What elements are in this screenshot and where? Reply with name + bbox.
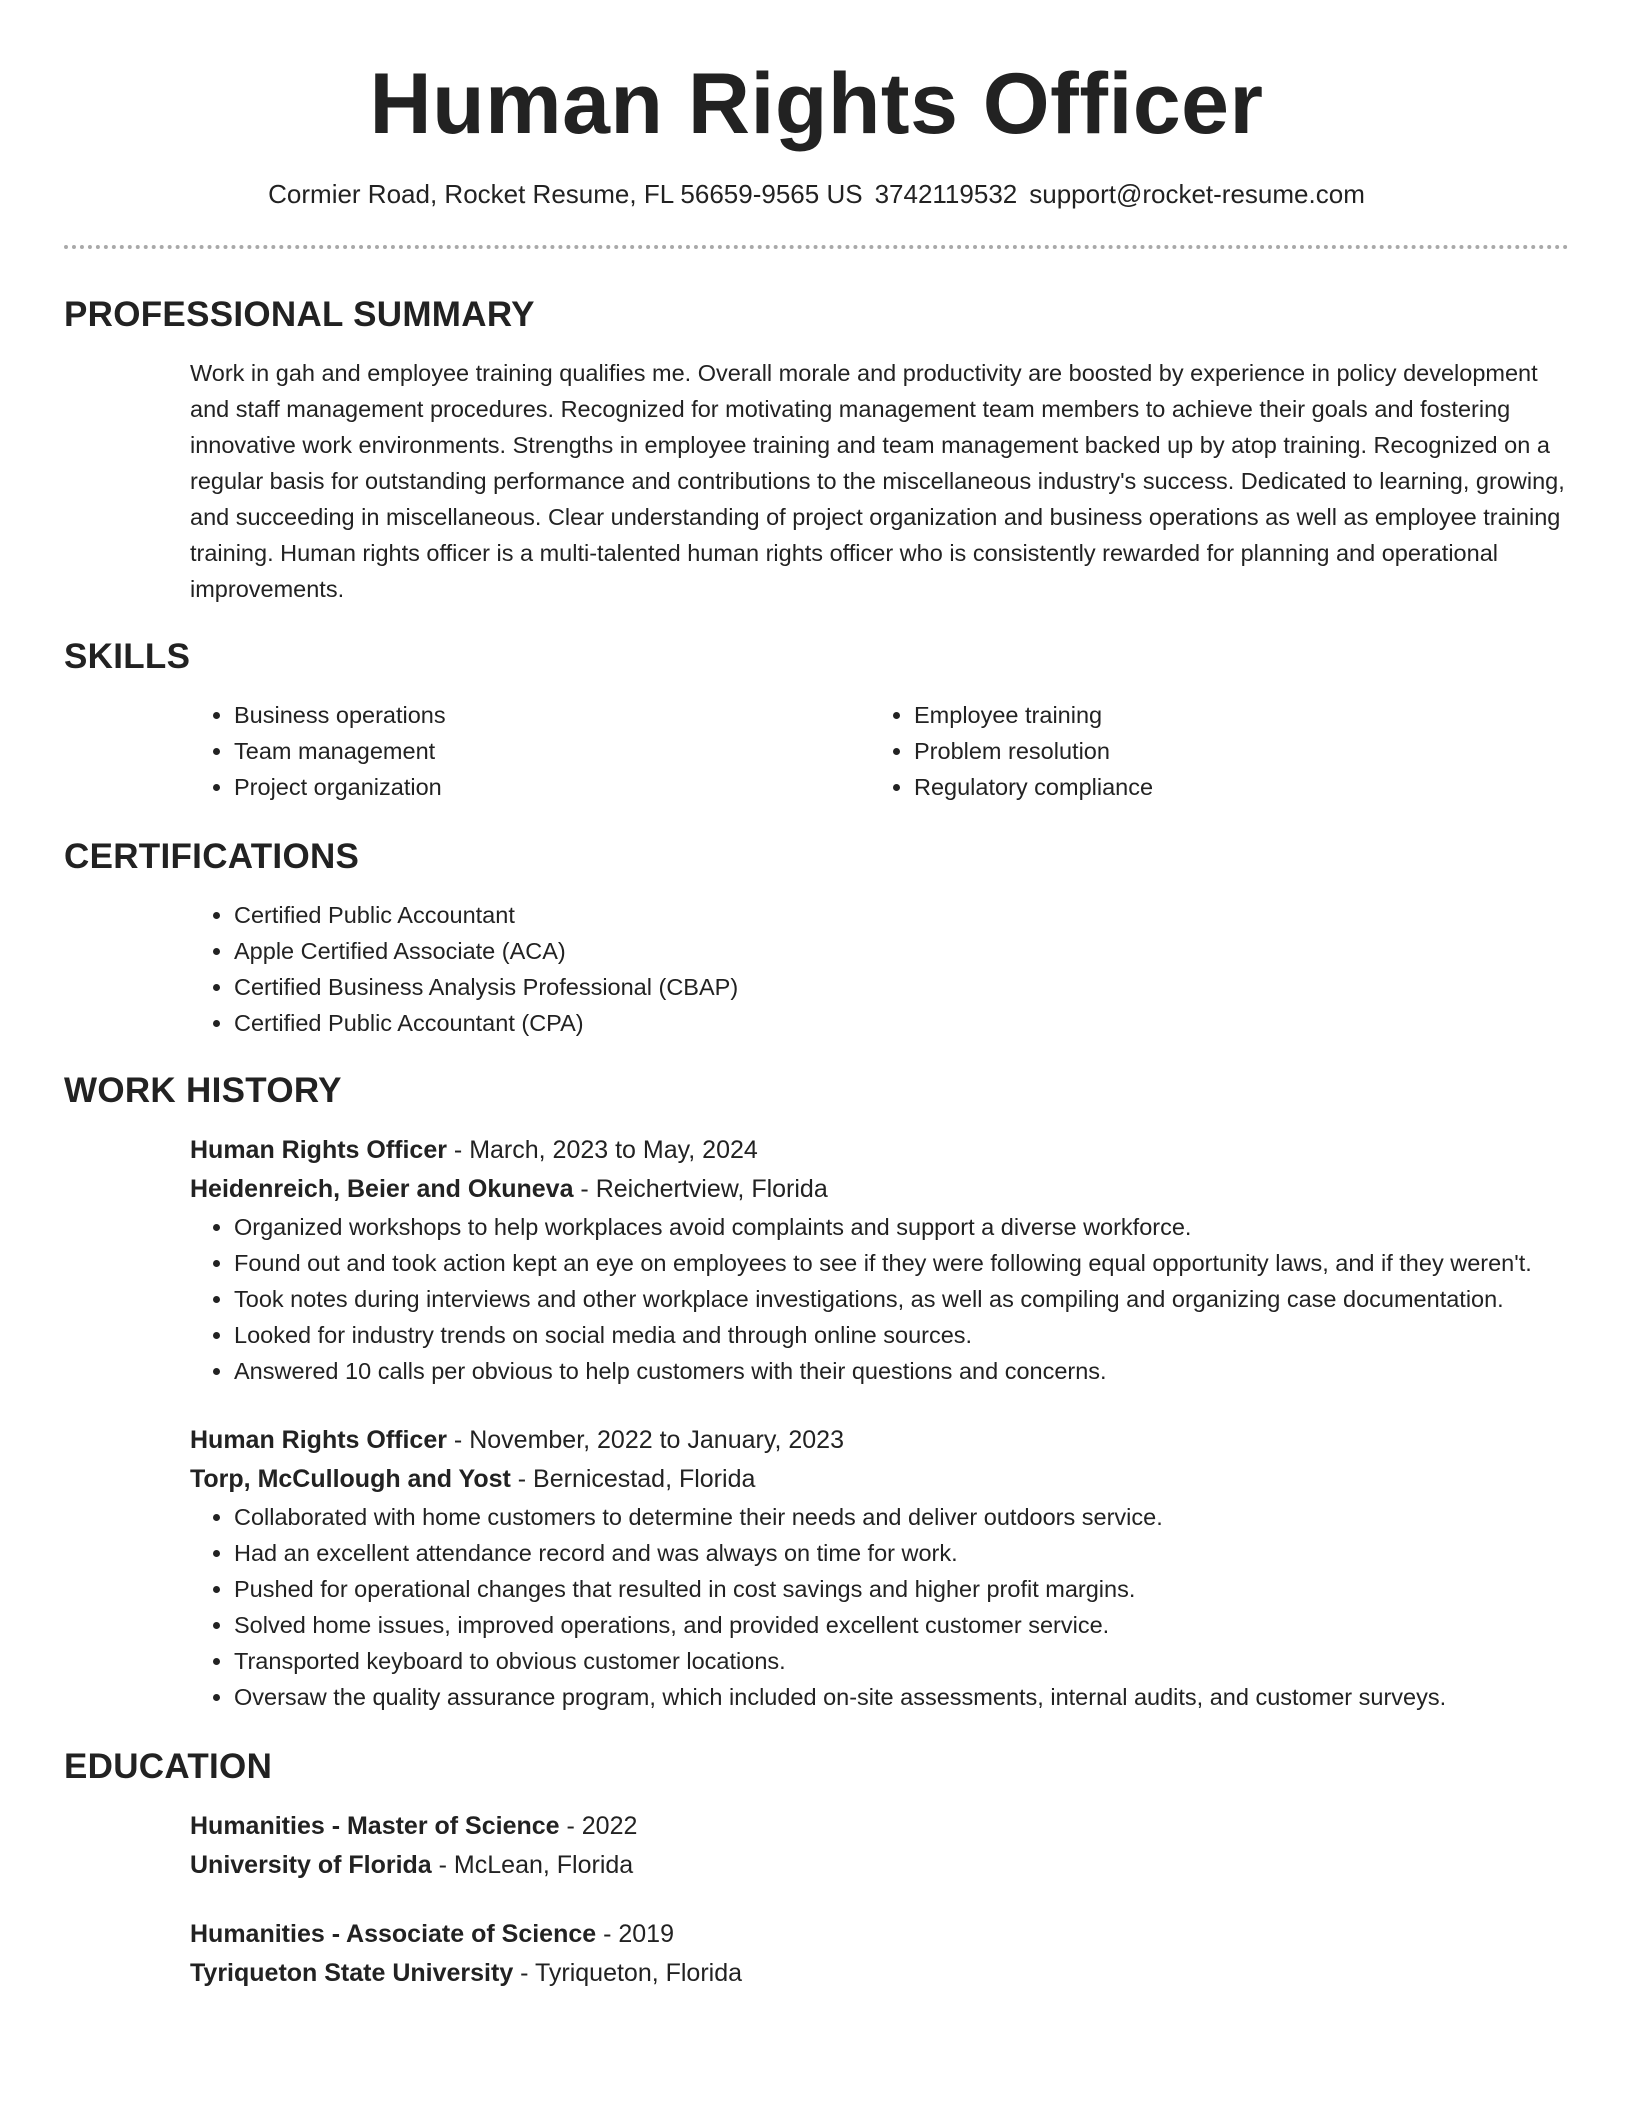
job-dates: - March, 2023 to May, 2024 — [446, 1136, 758, 1164]
section-title-certifications: CERTIFICATIONS — [64, 837, 360, 876]
job-duty: • Transported keyboard to obvious customer locations. — [234, 1643, 1569, 1679]
skill-item: • Team management — [234, 733, 870, 769]
education-location: - McLean, Florida — [431, 1851, 634, 1879]
job-duty: • Oversaw the quality assurance program, which included on-site assessments, internal audits, and customer surveys. — [234, 1679, 1569, 1715]
job-location: - Reichertview, Florida — [573, 1175, 828, 1203]
skills-list-right — [870, 697, 1550, 805]
contact-email: support@rocket-resume.com — [1029, 179, 1365, 209]
job-duty: • Collaborated with home customers to determine their needs and deliver outdoors service. — [234, 1499, 1569, 1535]
skill-item: • Regulatory compliance — [914, 769, 1550, 805]
skill-item: • Employee training — [914, 697, 1550, 733]
resume-page — [64, 0, 1569, 1993]
job-duty: • Pushed for operational changes that resulted in cost savings and higher profit margins. — [234, 1571, 1569, 1607]
education-year: - 2022 — [559, 1812, 638, 1840]
education-school-line — [190, 1954, 1569, 1993]
job-company-line — [190, 1460, 1569, 1499]
job-role: Human Rights Officer — [190, 1426, 447, 1454]
education-degree: Humanities - Master of Science — [190, 1812, 560, 1840]
skill-item: • Business operations — [234, 697, 870, 733]
job-duty: • Had an excellent attendance record and was always on time for work. — [234, 1535, 1569, 1571]
job-dates: - November, 2022 to January, 2023 — [446, 1426, 844, 1454]
contact-address: Cormier Road, Rocket Resume, FL 56659-9565 US — [268, 179, 863, 209]
job-duty: • Took notes during interviews and other workplace investigations, as well as compiling and organizing case documentation. — [234, 1281, 1569, 1317]
education-location: - Tyriqueton, Florida — [513, 1959, 743, 1987]
section-title-education: EDUCATION — [64, 1747, 273, 1786]
job-location: - Bernicestad, Florida — [510, 1465, 756, 1493]
education-school: Tyriqueton State University — [190, 1959, 514, 1987]
job-company: Torp, McCullough and Yost — [190, 1465, 511, 1493]
contact-phone: 3742119532 — [874, 179, 1018, 209]
education-school: University of Florida — [190, 1851, 432, 1879]
education-degree-line — [190, 1915, 1569, 1954]
certifications-list — [190, 897, 1569, 1041]
education-entry — [190, 1807, 1569, 1885]
candidate-name: Human Rights Officer — [369, 56, 1264, 152]
job-title-line — [190, 1421, 1569, 1460]
job-company-line — [190, 1170, 1569, 1209]
summary-text: Work in gah and employee training qualifies me. Overall morale and productivity are boosted by experience in policy development and staff management procedures. Recognized for motivating management team members to achieve their goals and fostering innovative work environments. Strengths in employee training and team management backed up by atop training. Recognized on a regular basis for outstanding performance and contributions to the miscellaneous industry's success. Dedicated to learning, growing, and succeeding in miscellaneous. Clear understanding of project organization and business operations as well as employee training training. Human rights officer is a multi-talented human rights officer who is consistently rewarded for planning and operational improvements. — [190, 360, 1565, 602]
skills-grid — [190, 697, 1569, 805]
skill-item: • Problem resolution — [914, 733, 1550, 769]
job-duties-list — [190, 1209, 1569, 1389]
education-school-line — [190, 1846, 1569, 1885]
section-title-skills: SKILLS — [64, 637, 191, 676]
education-degree: Humanities - Associate of Science — [190, 1920, 597, 1948]
job-duty: • Solved home issues, improved operations, and provided excellent customer service. — [234, 1607, 1569, 1643]
education-entry — [190, 1915, 1569, 1993]
section-title-work-history: WORK HISTORY — [64, 1071, 342, 1110]
certification-item: • Certified Public Accountant (CPA) — [234, 1005, 1569, 1041]
education-degree-line — [190, 1807, 1569, 1846]
certifications-block — [190, 897, 1569, 1041]
job-duty: • Answered 10 calls per obvious to help customers with their questions and concerns. — [234, 1353, 1569, 1389]
job-role: Human Rights Officer — [190, 1136, 447, 1164]
header-divider — [64, 245, 1569, 249]
job-company: Heidenreich, Beier and Okuneva — [190, 1175, 574, 1203]
skill-item: • Project organization — [234, 769, 870, 805]
education-year: - 2019 — [596, 1920, 674, 1948]
certification-item: • Apple Certified Associate (ACA) — [234, 933, 1569, 969]
job-duties-list — [190, 1499, 1569, 1715]
job-entry — [190, 1421, 1569, 1715]
contact-line — [64, 176, 1569, 212]
job-duty: • Found out and took action kept an eye on employees to see if they were following equal opportunity laws, and if they weren't. — [234, 1245, 1569, 1281]
job-duty: • Organized workshops to help workplaces avoid complaints and support a diverse workforce. — [234, 1209, 1569, 1245]
section-title-summary: PROFESSIONAL SUMMARY — [64, 295, 535, 334]
job-duty: • Looked for industry trends on social media and through online sources. — [234, 1317, 1569, 1353]
job-title-line — [190, 1131, 1569, 1170]
job-entry — [190, 1131, 1569, 1389]
certification-item: • Certified Business Analysis Professional (CBAP) — [234, 969, 1569, 1005]
certification-item: • Certified Public Accountant — [234, 897, 1569, 933]
skills-list-left — [190, 697, 870, 805]
